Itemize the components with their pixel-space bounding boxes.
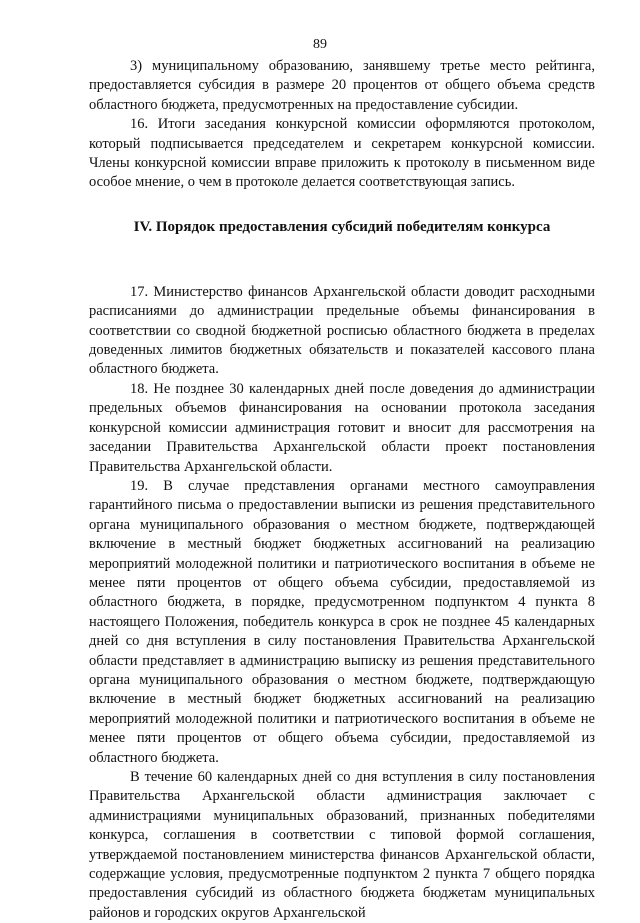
document-body (89, 57, 595, 923)
paragraph-18: 18. Не позднее 30 календарных дней после доведения до администрации предельных объемов финансирования на основании протокола заседания конкурсной комиссии администрация готовит и вносит для рассмотрения на заседании Правительства Архангельской области проект постановления Правительства Архангельской области. (89, 380, 595, 475)
paragraph-item-3: 3) муниципальному образованию, занявшему третье место рейтинга, предоставляется субсидия в размере 20 процентов от общего объема средств областного бюджета, предусмотренных на предоставление субсидии. (89, 58, 595, 113)
spacer (89, 264, 595, 283)
paragraph-19: 19. В случае представления органами местного самоуправления гарантийного письма о предоставлении выписки из решения представительного органа муниципального образования о местном бюджете, подтверждающей включение в местный бюджет бюджетных ассигнований на реализацию мероприятий молодежной политики и патриотического воспитания в объеме не менее пяти процентов от общего объема субсидии, предоставляемой из областного бюджета, в порядке, предусмотренном подпунктом 4 пункта 8 настоящего Положения, победитель конкурса в срок не позднее 45 календарных дней со дня вступления в силу постановления Правительства Архангельской области представляет в администрацию выписку из решения представительного органа муниципального образования о местном бюджете, подтверждающую включение в местный бюджет бюджетных ассигнований на реализацию мероприятий молодежной политики и патриотического воспитания в объеме не менее пяти процентов от общего объема субсидии, предоставляемой из областного бюджета. (89, 477, 595, 766)
section-heading: IV. Порядок предоставления субсидий победителям конкурса (133, 218, 551, 235)
paragraph-16: 16. Итоги заседания конкурсной комиссии оформляются протоколом, который подписывается председателем и секретарем конкурсной комиссии. Члены конкурсной комиссии вправе приложить к протоколу в письменном виде особое мнение, о чем в протоколе делается соответствующая запись. (89, 116, 595, 191)
paragraph-17: 17. Министерство финансов Архангельской области доводит расходными расписаниями до администрации предельные объемы финансирования в соответствии со сводной бюджетной росписью областного бюджета в пределах доведенных лимитов бюджетных обязательств и показателей кассового плана областного бюджета. (89, 283, 595, 378)
paragraph-agreement: В течение 60 календарных дней со дня вступления в силу постановления Правительства Архангельской области администрация заключает с администрациями муниципальных образований, признанных победителями конкурса, соглашения в соответствии с типовой формой соглашения, утверждаемой постановлением министерства финансов Архангельской области, содержащие условия, предусмотренные подпунктом 2 пункта 7 общего порядка предоставления субсидий из областного бюджета бюджетам муниципальных районов и городских округов Архангельской (89, 769, 595, 921)
page-number: 89 (313, 37, 327, 52)
